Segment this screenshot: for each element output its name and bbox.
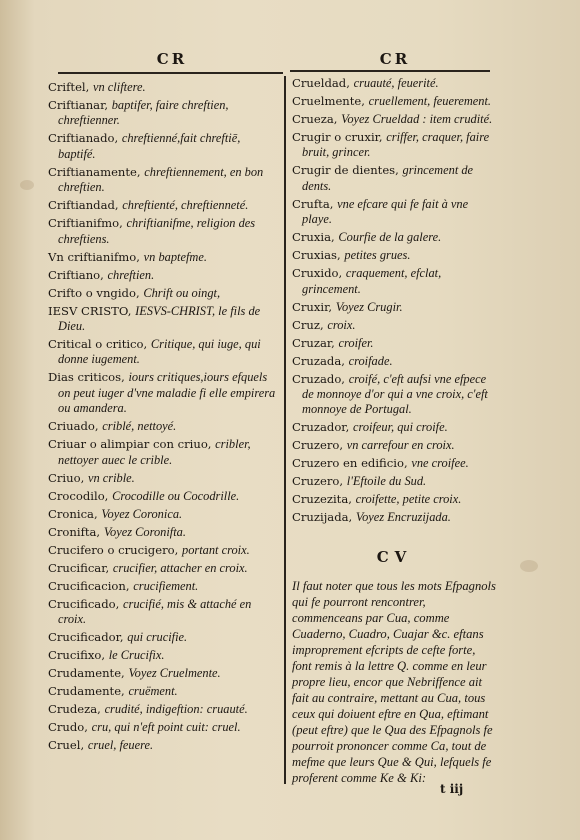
entry-definition: crudité, indigeftion: cruauté. <box>104 702 248 717</box>
entry-definition: Voyez Cruelmente. <box>128 666 221 681</box>
entry-headword: Crudo, <box>48 720 88 735</box>
dictionary-entry <box>48 579 276 594</box>
dictionary-entry <box>292 318 497 333</box>
entry-definition: crucifié, mis & attaché en croix. <box>58 596 252 627</box>
entry-definition: croix. <box>327 317 356 332</box>
dictionary-entry <box>48 286 276 301</box>
entry-headword: Cruz, <box>292 317 324 332</box>
entry-headword: Criuar o alimpiar con criuo, <box>48 437 212 452</box>
left-header-rule <box>58 72 283 74</box>
entry-headword: Crucificacion, <box>48 578 130 593</box>
entry-definition: Voyez Coronifta. <box>103 524 186 539</box>
entry-definition: vne croifee. <box>411 456 469 471</box>
entry-definition: cruëment. <box>128 684 178 699</box>
dictionary-entry <box>292 474 497 489</box>
entry-headword: Cronifta, <box>48 524 101 539</box>
entry-headword: Cruzar, <box>292 335 335 350</box>
entry-definition: criblé, nettoyé. <box>102 419 177 434</box>
dictionary-entry <box>292 420 497 435</box>
entry-headword: Cruxido, <box>292 266 343 281</box>
entry-headword: Cruxia, <box>292 230 335 245</box>
entry-definition: vne efcare qui fe fait à vne playe. <box>302 196 469 227</box>
entry-headword: Crugir de dientes, <box>292 163 399 178</box>
entry-headword: Crudamente, <box>48 684 125 699</box>
entry-headword: Crudamente, <box>48 666 125 681</box>
dictionary-entry <box>48 337 276 368</box>
entry-headword: Cruzada, <box>292 353 345 368</box>
entry-definition: Critique, qui iuge, qui donne iugement. <box>58 337 261 367</box>
entry-definition: iours critiques,iours efquels on peut iuger d'vne maladie fi elle empirera ou amandera. <box>58 370 276 416</box>
dictionary-entry <box>48 543 276 558</box>
entry-headword: Crucificado, <box>48 596 120 611</box>
entry-definition: baptifer, faire chreftien, chreftienner. <box>58 98 229 128</box>
entry-headword: Cruzado, <box>292 371 345 386</box>
entry-headword: Criftiandad, <box>48 198 119 213</box>
entry-definition: cruel, feuere. <box>87 738 154 753</box>
dictionary-entry <box>48 648 276 663</box>
entry-headword: Cruzero, <box>292 438 344 453</box>
entry-definition: chreftiennement, en bon chreftien. <box>58 164 264 195</box>
dictionary-entry <box>48 684 276 699</box>
entry-definition: Voyez Crugir. <box>335 299 403 314</box>
entry-definition: Crocodille ou Cocodrille. <box>112 488 240 503</box>
entry-headword: Cruzero, <box>292 474 344 489</box>
dictionary-entry <box>48 165 276 196</box>
entry-definition: croifé, c'eft aufsi vne efpece de monnoye d'or qui a vne croix, c'eft monnoye de Portugal. <box>302 371 488 417</box>
right-column-header: CR <box>379 50 411 68</box>
entry-definition: chreftienté, chreftienneté. <box>122 198 249 213</box>
entry-definition: vn cliftere. <box>93 80 146 94</box>
entry-headword: Dias criticos, <box>48 370 125 385</box>
dictionary-entry <box>48 507 276 522</box>
entry-definition: l'Eftoile du Sud. <box>346 474 427 489</box>
dictionary-entry <box>292 354 497 369</box>
entry-definition: vn crible. <box>87 470 135 485</box>
dictionary-entry <box>48 437 276 468</box>
entry-headword: Cruel, <box>48 738 85 753</box>
entry-headword: Crucificar, <box>48 560 110 575</box>
dictionary-entry <box>292 492 497 507</box>
entry-headword: Cruxias, <box>292 248 341 263</box>
entry-definition: chreftien. <box>107 267 155 282</box>
entry-definition: croifeur, qui croife. <box>352 420 448 435</box>
entry-definition: petites grues. <box>344 248 411 263</box>
dictionary-entry <box>48 597 276 628</box>
entry-headword: Crucifixo, <box>48 648 106 663</box>
dictionary-entry <box>48 131 276 162</box>
entry-headword: IESV CRISTO, <box>48 303 132 318</box>
dictionary-entry <box>48 561 276 576</box>
entry-headword: Crocodilo, <box>48 488 109 503</box>
dictionary-entry <box>48 630 276 645</box>
right-column-entries <box>292 76 497 526</box>
dictionary-entry <box>48 304 276 335</box>
entry-definition: chriftianifme, religion des chreftiens. <box>58 216 256 246</box>
entry-headword: Criftiano, <box>48 267 104 282</box>
entry-definition: criffer, craquer, faire bruit, grincer. <box>302 130 490 160</box>
paper-stain <box>520 560 538 572</box>
entry-definition: cruauté, feuerité. <box>353 76 439 90</box>
dictionary-entry <box>48 198 276 213</box>
paper-stain <box>20 180 34 190</box>
entry-definition: cruellement, feuerement. <box>368 94 492 108</box>
dictionary-entry <box>292 112 497 127</box>
dictionary-entry <box>48 268 276 283</box>
entry-definition: qui crucifie. <box>127 630 188 645</box>
entry-definition: Voyez Crueldad : item crudité. <box>341 112 493 126</box>
entry-headword: Crufta, <box>292 196 334 211</box>
entry-headword: Cruelmente, <box>292 94 365 108</box>
right-header-rule <box>290 70 490 72</box>
dictionary-entry <box>292 456 497 471</box>
right-column <box>292 76 497 786</box>
dictionary-entry <box>292 230 497 245</box>
entry-headword: Cruzezita, <box>292 492 352 507</box>
dictionary-entry <box>292 266 497 297</box>
dictionary-entry <box>48 702 276 717</box>
entry-headword: Criuo, <box>48 470 85 485</box>
entry-headword: Criftianifmo, <box>48 216 123 231</box>
signature-mark: t iij <box>440 782 464 796</box>
entry-definition: IESVS-CHRIST, le fils de Dieu. <box>58 303 261 334</box>
dictionary-entry <box>48 250 276 265</box>
entry-headword: Crugir o cruxir, <box>292 130 383 144</box>
dictionary-entry <box>292 300 497 315</box>
dictionary-entry <box>292 336 497 351</box>
entry-headword: Cruzador, <box>292 420 350 435</box>
entry-headword: Critical o critico, <box>48 337 148 352</box>
entry-headword: Cruzero en edificio, <box>292 456 408 471</box>
entry-definition: vn baptefme. <box>143 249 207 264</box>
dictionary-entry <box>292 130 497 161</box>
dictionary-entry <box>48 216 276 247</box>
dictionary-entry <box>292 438 497 453</box>
entry-headword: Crucifero o crucigero, <box>48 542 179 557</box>
entry-definition: croifer. <box>338 335 374 350</box>
entry-definition: vn carrefour en croix. <box>346 438 455 453</box>
dictionary-entry <box>48 525 276 540</box>
dictionary-entry <box>292 197 497 228</box>
dictionary-entry <box>48 471 276 486</box>
entry-definition: Chrift ou oingt, <box>143 285 221 300</box>
dictionary-entry <box>48 666 276 681</box>
entry-definition: crucifiement. <box>133 578 199 593</box>
entry-definition: Voyez Coronica. <box>101 506 183 521</box>
entry-headword: Criftianar, <box>48 98 109 112</box>
dictionary-entry <box>48 370 276 416</box>
entry-definition: crucifier, attacher en croix. <box>112 560 248 575</box>
entry-definition: cribler, nettoyer auec le crible. <box>58 437 251 467</box>
entry-headword: Cruzijada, <box>292 510 353 525</box>
dictionary-entry <box>292 510 497 525</box>
dictionary-entry <box>292 372 497 418</box>
entry-headword: Criftel, <box>48 80 90 94</box>
entry-definition: le Crucifix. <box>108 648 165 663</box>
entry-headword: Vn criftianifmo, <box>48 249 140 264</box>
left-column-header: CR <box>156 50 188 68</box>
entry-definition: croifade. <box>348 353 393 368</box>
entry-definition: croifette, petite croix. <box>355 492 462 507</box>
entry-headword: Cronica, <box>48 506 98 521</box>
dictionary-entry <box>292 76 497 91</box>
dictionary-entry <box>292 163 497 194</box>
entry-headword: Crifto o vngido, <box>48 285 140 300</box>
column-divider <box>284 76 286 784</box>
entry-definition: cru, qui n'eft point cuit: cruel. <box>91 720 241 735</box>
dictionary-entry <box>48 738 276 753</box>
entry-headword: Criuado, <box>48 419 99 434</box>
entry-headword: Cruxir, <box>292 299 333 314</box>
left-column <box>48 80 276 756</box>
entry-headword: Criftianado, <box>48 131 119 146</box>
dictionary-entry <box>48 720 276 735</box>
entry-headword: Crueza, <box>292 112 338 126</box>
dictionary-entry <box>48 80 276 95</box>
entry-headword: Crueldad, <box>292 76 350 90</box>
entry-definition: craquement, efclat, grincement. <box>302 266 442 296</box>
entry-headword: Crudeza, <box>48 702 101 717</box>
entry-definition: chreftienné,fait chreftiē, baptifé. <box>58 131 241 161</box>
dictionary-entry <box>48 98 276 129</box>
entry-definition: Courfie de la galere. <box>338 230 442 245</box>
dictionary-entry <box>48 419 276 434</box>
entry-headword: Crucificador, <box>48 630 124 645</box>
section-title: CV <box>376 547 413 566</box>
section-note: Il faut noter que tous les mots Efpagnols qui fe pourront rencontrer, commenceans par Cua, comme Cuaderno, Cuadro, Cuajar &c. eftans improprement efcripts de cefte forte, font remis à la lettre Q. comme en leur propre lieu, encor que Nebriffence ait fait au contraire, mettant au Cua, tous ceux qui doiuent eftre en Qua, eftimant (peut eftre) que le Qua des Efpagnols fe pourroit prononcer comme Ca, tout de mefme que leurs Que & Qui, lefquels fe proferent comme Ke & Ki: <box>292 578 496 785</box>
dictionary-entry <box>292 248 497 263</box>
entry-definition: portant croix. <box>182 542 250 557</box>
entry-headword: Criftianamente, <box>48 164 141 179</box>
entry-definition: Voyez Encruzijada. <box>355 510 451 525</box>
dictionary-entry <box>48 489 276 504</box>
entry-definition: grincement de dents. <box>302 163 474 193</box>
dictionary-entry <box>292 94 497 109</box>
